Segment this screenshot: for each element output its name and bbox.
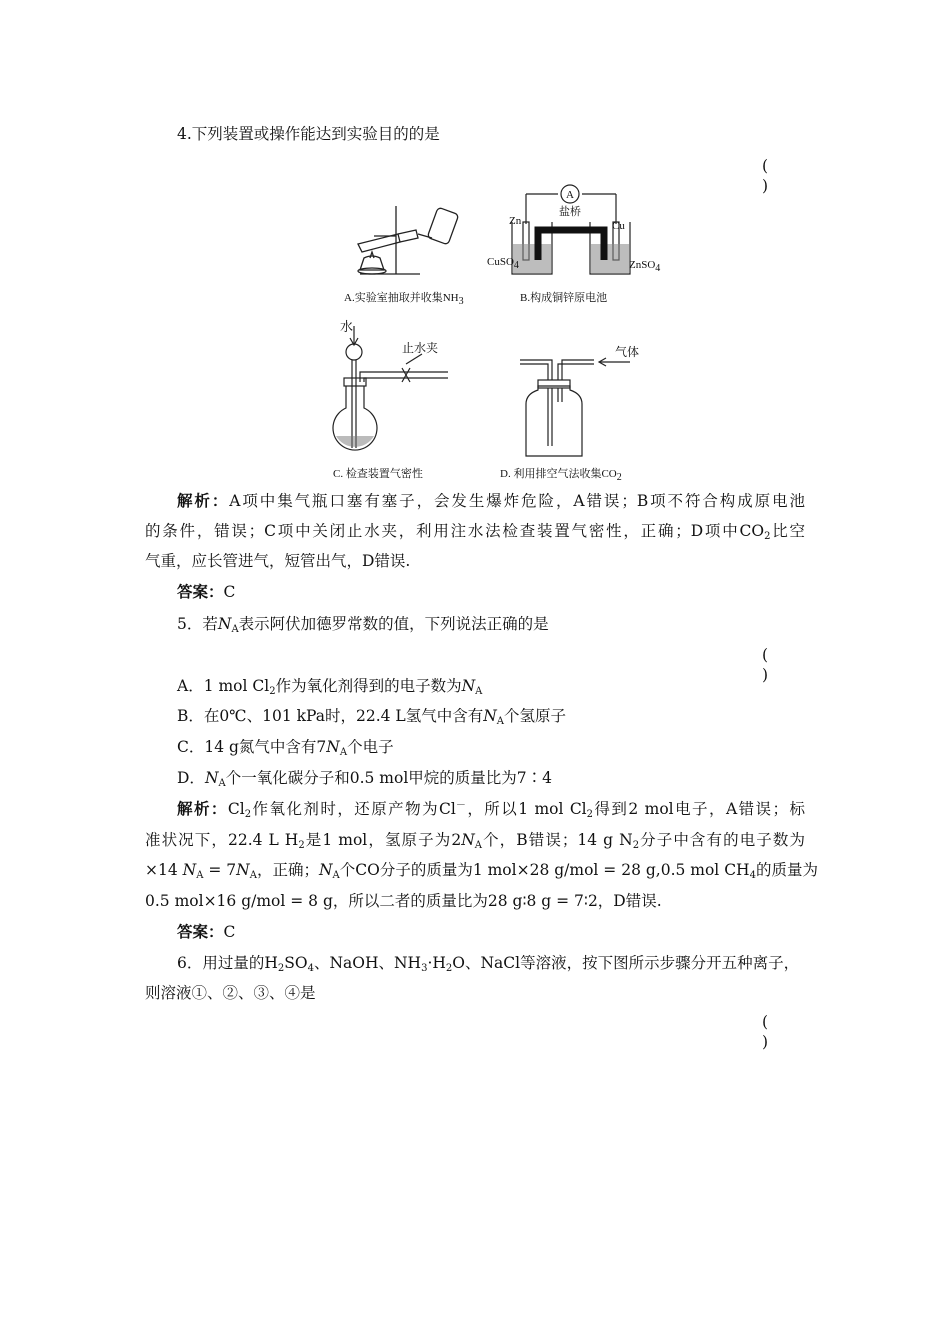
q4-answer-paren: ( ) — [762, 157, 789, 195]
q5-stem: 5．若$N_A$表示阿伏加德罗常数的值，下列说法正确的是 — [177, 615, 549, 635]
clamp-label: 止水夹 — [402, 341, 439, 355]
gas-label: 气体 — [615, 345, 640, 359]
figure-b-caption: B.构成铜锌原电池 — [520, 292, 608, 304]
q6-stem-line1: 6．用过量的$H_2SO_4$、NaOH、$NH_3\cdot H_2O$、NaCl等溶液，按下图所示步骤分开五种离子， — [177, 954, 800, 974]
cuso4-label: CuSO$_4$ — [487, 256, 519, 271]
q5-answer: 答案：C — [177, 922, 236, 941]
q4-analysis-line2: 的条件，错误；C项中关闭止水夹，利用注水法检查装置气密性，正确；D项中$CO_2$比空 — [145, 522, 805, 542]
q5-answer-paren: ( ) — [762, 646, 789, 684]
q4-stem: 4.下列装置或操作能达到实验目的的是 — [177, 125, 440, 143]
figure-d-caption: D. 利用排空气法收集$CO_2$ — [500, 468, 622, 483]
q5-analysis-line3: ×14 $N_A = 7N_A$，正确；$N_A$个CO分子的质量为1 mol×28 g/mol = 28 g,0.5 mol $CH_4$的质量为 — [145, 861, 818, 881]
q5-option-b: B．在0℃、101 kPa时，22.4 L氢气中含有$N_A$个氢原子 — [177, 707, 567, 727]
znso4-label: ZnSO$_4$ — [629, 259, 661, 274]
figure-c-caption: C. 检查装置气密性 — [333, 468, 423, 480]
water-label: 水 — [340, 319, 354, 334]
figure-a-apparatus — [340, 196, 490, 281]
zn-label: Zn — [509, 215, 522, 227]
q6-answer-paren: ( ) — [762, 1013, 789, 1051]
q5-option-a: A．1 mol $Cl_2$作为氧化剂得到的电子数为$N_A$ — [177, 677, 483, 697]
q5-analysis-line1: 解析：$Cl_2$作氧化剂时，还原产物为Cl－，所以1 mol $Cl_2$得到2 mol电子，A错误；标 — [177, 799, 805, 820]
q5-analysis-line2: 准状况下，22.4 L $H_2$是1 mol，氢原子为$2N_A$个，B错误；14 g $N_2$分子中含有的电子数为 — [145, 831, 805, 851]
figure-c-flask — [330, 318, 460, 468]
salt-bridge-label: 盐桥 — [559, 206, 581, 218]
q5-analysis-line4: 0.5 mol×16 g/mol = 8 g，所以二者的质量比为28 g∶8 g = 7∶2，D错误. — [145, 892, 662, 910]
q5-option-d: D．$N_A$个一氧化碳分子和0.5 mol甲烷的质量比为7∶4 — [177, 769, 553, 789]
ammeter-label: A — [566, 189, 574, 201]
q5-option-c: C．14 g氮气中含有$7N_A$个电子 — [177, 738, 394, 758]
q6-stem-line2: 则溶液①、②、③、④是 — [145, 984, 316, 1002]
cu-label: Cu — [612, 220, 625, 232]
q4-analysis-line3: 气重，应长管进气，短管出气，D错误. — [145, 552, 411, 570]
q4-analysis-line1: 解析：A项中集气瓶口塞有塞子，会发生爆炸危险，A错误；B项不符合构成原电池 — [177, 491, 805, 510]
figure-a-caption: A.实验室抽取并收集$NH_3$ — [344, 292, 464, 307]
figure-d-bottle — [510, 350, 640, 460]
q4-answer: 答案：C — [177, 582, 236, 601]
